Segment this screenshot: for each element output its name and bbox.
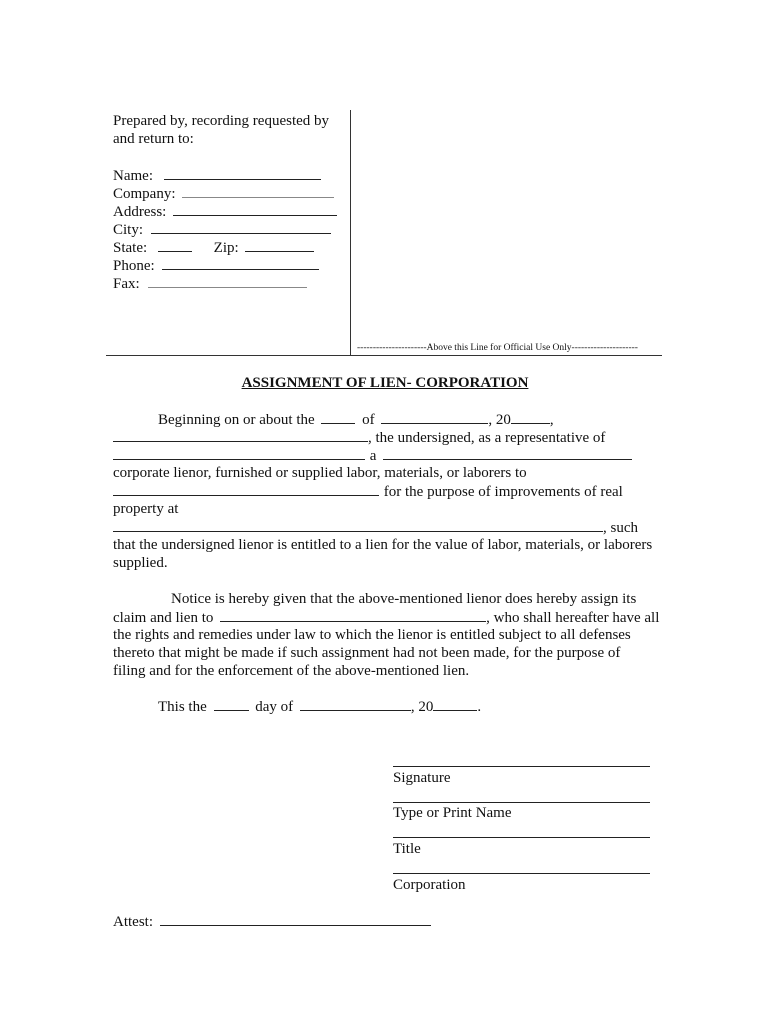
p3-day-text: day of: [255, 699, 294, 715]
p1-such-text: , such: [603, 520, 638, 536]
p3-20-text: , 20: [410, 699, 434, 715]
p2-line3: the rights and remedies under law to which the lienor is entitled subject to all defenses: [113, 627, 631, 643]
phone-row: [113, 256, 319, 275]
address-row: [113, 202, 337, 221]
company-field[interactable]: [182, 184, 334, 198]
execution-month-field[interactable]: [300, 697, 411, 711]
city-row: [113, 220, 331, 239]
phone-field[interactable]: [162, 256, 319, 270]
address-field[interactable]: [173, 202, 337, 216]
address-label: Address:: [113, 204, 167, 220]
document-title: [0, 374, 770, 392]
city-field[interactable]: [151, 220, 331, 234]
p3-this-text: This the: [158, 699, 207, 715]
title-label: Title: [393, 841, 421, 857]
p1-line4: corporate lienor, furnished or supplied labor, materials, or laborers to: [113, 465, 527, 481]
p1-line8: that the undersigned lienor is entitled to a lien for the value of labor, materials, or laborers: [113, 537, 653, 553]
corporation-name-field[interactable]: [113, 446, 365, 460]
p1-line3: [113, 446, 632, 465]
start-day-field[interactable]: [321, 410, 355, 424]
p1-undersigned-text: , the undersigned, as a representative of: [368, 430, 606, 446]
assignee-name-field[interactable]: [220, 608, 486, 622]
state-label: State:: [113, 240, 148, 256]
p1-beginning-text: Beginning on or about the: [158, 412, 315, 428]
p3-period-text: .: [477, 699, 482, 715]
header-vertical-rule: [350, 110, 351, 356]
property-address-field[interactable]: [113, 518, 603, 532]
start-month-field[interactable]: [381, 410, 488, 424]
corporation-state-field[interactable]: [383, 446, 632, 460]
p1-line1: [158, 410, 554, 429]
p2-line4: thereto that might be made if such assignment had not been made, for the purpose of: [113, 645, 621, 661]
company-row: [113, 184, 334, 203]
fax-field[interactable]: [148, 274, 307, 288]
execution-year-field[interactable]: [433, 697, 477, 711]
corporation-label: Corporation: [393, 877, 466, 893]
p1-line9: supplied.: [113, 555, 168, 571]
p2-claim-text: claim and lien to: [113, 610, 214, 626]
fax-row: [113, 274, 307, 293]
name-field[interactable]: [164, 166, 321, 180]
start-year-field[interactable]: [511, 410, 550, 424]
zip-label: Zip:: [213, 240, 239, 256]
p1-20-text: , 20: [488, 412, 511, 428]
p2-line1: Notice is hereby given that the above-mentioned lienor does hereby assign its: [171, 591, 637, 607]
document-title-text: ASSIGNMENT OF LIEN- CORPORATION: [241, 375, 529, 391]
execution-day-field[interactable]: [214, 697, 249, 711]
prepared-by-line2: and return to:: [113, 131, 194, 147]
p3-line1: [158, 697, 481, 716]
state-field[interactable]: [158, 238, 192, 252]
corporation-line[interactable]: [393, 873, 650, 874]
p1-purpose-text: for the purpose of improvements of real: [383, 484, 623, 500]
print-name-label: Type or Print Name: [393, 805, 512, 821]
attest-label: Attest:: [113, 914, 153, 930]
owner-name-field[interactable]: [113, 482, 379, 496]
fax-label: Fax:: [113, 276, 140, 292]
p1-a-text: a: [369, 448, 377, 464]
name-row: [113, 166, 321, 185]
print-name-line[interactable]: [393, 802, 650, 803]
p1-of-text: of: [362, 412, 375, 428]
city-label: City:: [113, 222, 144, 238]
phone-label: Phone:: [113, 258, 155, 274]
signature-label: Signature: [393, 770, 451, 786]
p1-line6: property at: [113, 501, 179, 517]
attest-row: [113, 912, 431, 931]
p1-comma-text: ,: [549, 412, 554, 428]
attest-field[interactable]: [160, 912, 431, 926]
official-use-notice: ----------------------Above this Line for Official Use Only---------------------: [357, 343, 638, 353]
p1-line5: [113, 482, 623, 501]
p1-line7: [113, 518, 638, 537]
p1-line2: [113, 428, 605, 447]
signature-line[interactable]: [393, 766, 650, 767]
header-horizontal-rule: [106, 355, 662, 356]
p2-line2: [113, 608, 659, 627]
representative-name-field[interactable]: [113, 428, 368, 442]
title-line[interactable]: [393, 837, 650, 838]
company-label: Company:: [113, 186, 176, 202]
zip-field[interactable]: [245, 238, 314, 252]
prepared-by-line1: Prepared by, recording requested by: [113, 113, 330, 129]
name-label: Name:: [113, 168, 153, 184]
p2-line5: filing and for the enforcement of the above-mentioned lien.: [113, 663, 470, 679]
state-zip-row: [113, 238, 314, 257]
p2-who-text: , who shall hereafter have all: [486, 610, 660, 626]
